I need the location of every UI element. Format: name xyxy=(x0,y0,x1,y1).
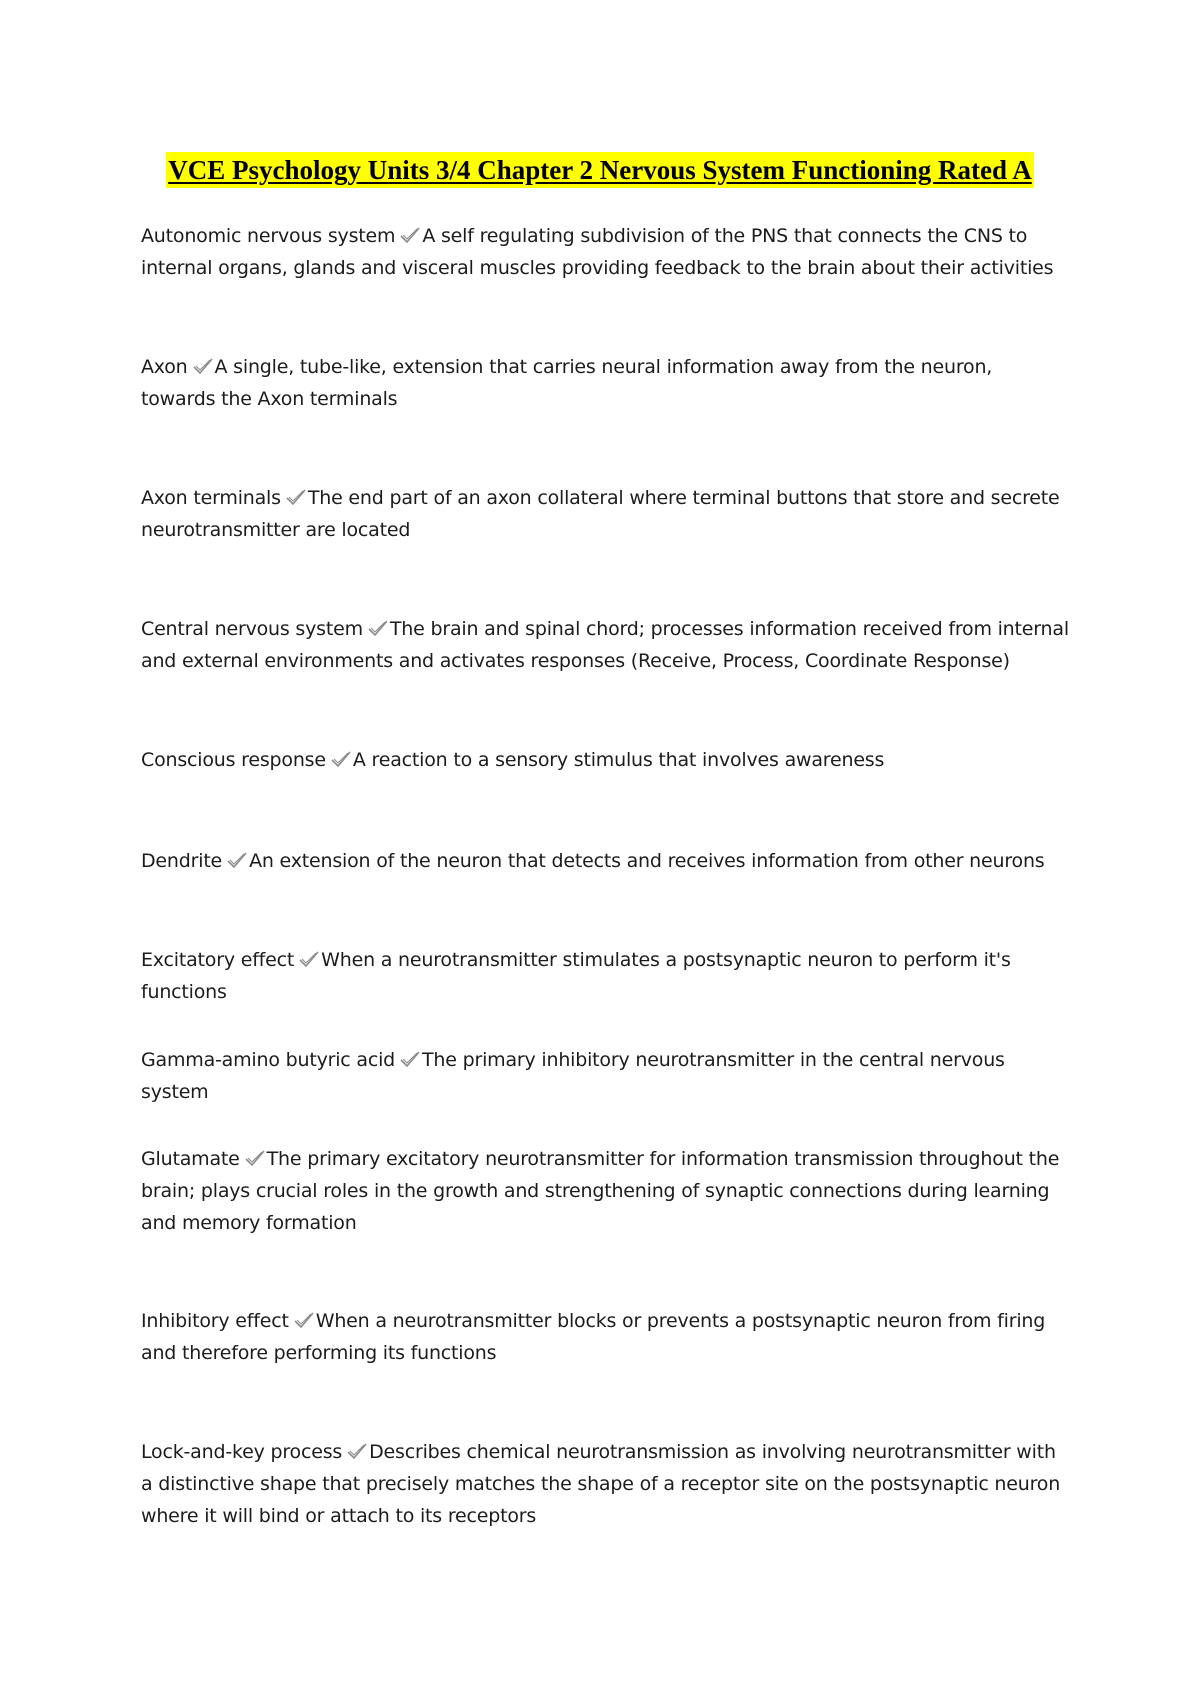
check-icon xyxy=(285,488,307,506)
entry-definition: The primary excitatory neurotransmitter for information transmission throughout the brain; plays crucial roles in the growth and strengthening of synaptic connections during learning and memory formation xyxy=(141,1148,1060,1234)
entry-definition: A single, tube-like, extension that carries neural information away from the neuron, towards the Axon terminals xyxy=(141,356,993,410)
check-icon xyxy=(330,750,352,768)
check-icon xyxy=(298,950,320,968)
definition-entry xyxy=(141,944,1071,1008)
entry-term: Gamma-amino butyric acid xyxy=(141,1049,396,1071)
check-icon xyxy=(226,851,248,869)
definition-entry xyxy=(141,482,1071,546)
check-icon xyxy=(367,619,389,637)
definition-entry xyxy=(141,1436,1071,1532)
check-icon xyxy=(399,226,421,244)
check-icon xyxy=(244,1149,266,1167)
entry-term: Axon xyxy=(141,356,188,378)
check-icon xyxy=(192,357,214,375)
definition-entry xyxy=(141,220,1071,284)
entry-definition: The brain and spinal chord; processes information received from internal and external environments and activates responses (Receive, Process, Coordinate Response) xyxy=(141,618,1069,672)
entry-definition: When a neurotransmitter blocks or prevents a postsynaptic neuron from firing and therefore performing its functions xyxy=(141,1310,1046,1364)
check-icon xyxy=(346,1442,368,1460)
entry-term: Inhibitory effect xyxy=(141,1310,289,1332)
definition-entry xyxy=(141,1143,1071,1239)
definition-entry xyxy=(141,1044,1071,1108)
entry-term: Axon terminals xyxy=(141,487,281,509)
definition-entry xyxy=(141,351,1071,415)
entry-term: Excitatory effect xyxy=(141,949,295,971)
entry-definition: A reaction to a sensory stimulus that involves awareness xyxy=(352,749,885,771)
entry-definition: The primary inhibitory neurotransmitter in the central nervous system xyxy=(141,1049,1005,1103)
definition-entry xyxy=(141,744,1071,776)
entry-term: Conscious response xyxy=(141,749,326,771)
entry-definition: Describes chemical neurotransmission as involving neurotransmitter with a distinctive shape that precisely matches the shape of a receptor site on the postsynaptic neuron where it will bind or attach to its receptors xyxy=(141,1441,1061,1527)
definition-entry xyxy=(141,1305,1071,1369)
entry-term: Dendrite xyxy=(141,850,223,872)
document-title: VCE Psychology Units 3/4 Chapter 2 Nervous System Functioning Rated A xyxy=(166,152,1034,188)
entry-term: Central nervous system xyxy=(141,618,363,640)
entry-term: Glutamate xyxy=(141,1148,240,1170)
title-container xyxy=(0,152,1200,188)
entry-definition: When a neurotransmitter stimulates a postsynaptic neuron to perform it's functions xyxy=(141,949,1011,1003)
entry-definition: The end part of an axon collateral where terminal buttons that store and secrete neurotransmitter are located xyxy=(141,487,1060,541)
definition-entry xyxy=(141,845,1071,877)
check-icon xyxy=(293,1311,315,1329)
check-icon xyxy=(399,1050,421,1068)
entry-definition: An extension of the neuron that detects and receives information from other neurons xyxy=(249,850,1045,872)
entry-definition: A self regulating subdivision of the PNS that connects the CNS to internal organs, glands and visceral muscles providing feedback to the brain about their activities xyxy=(141,225,1054,279)
definition-entry xyxy=(141,613,1071,677)
entry-term: Lock-and-key process xyxy=(141,1441,343,1463)
entry-term: Autonomic nervous system xyxy=(141,225,396,247)
